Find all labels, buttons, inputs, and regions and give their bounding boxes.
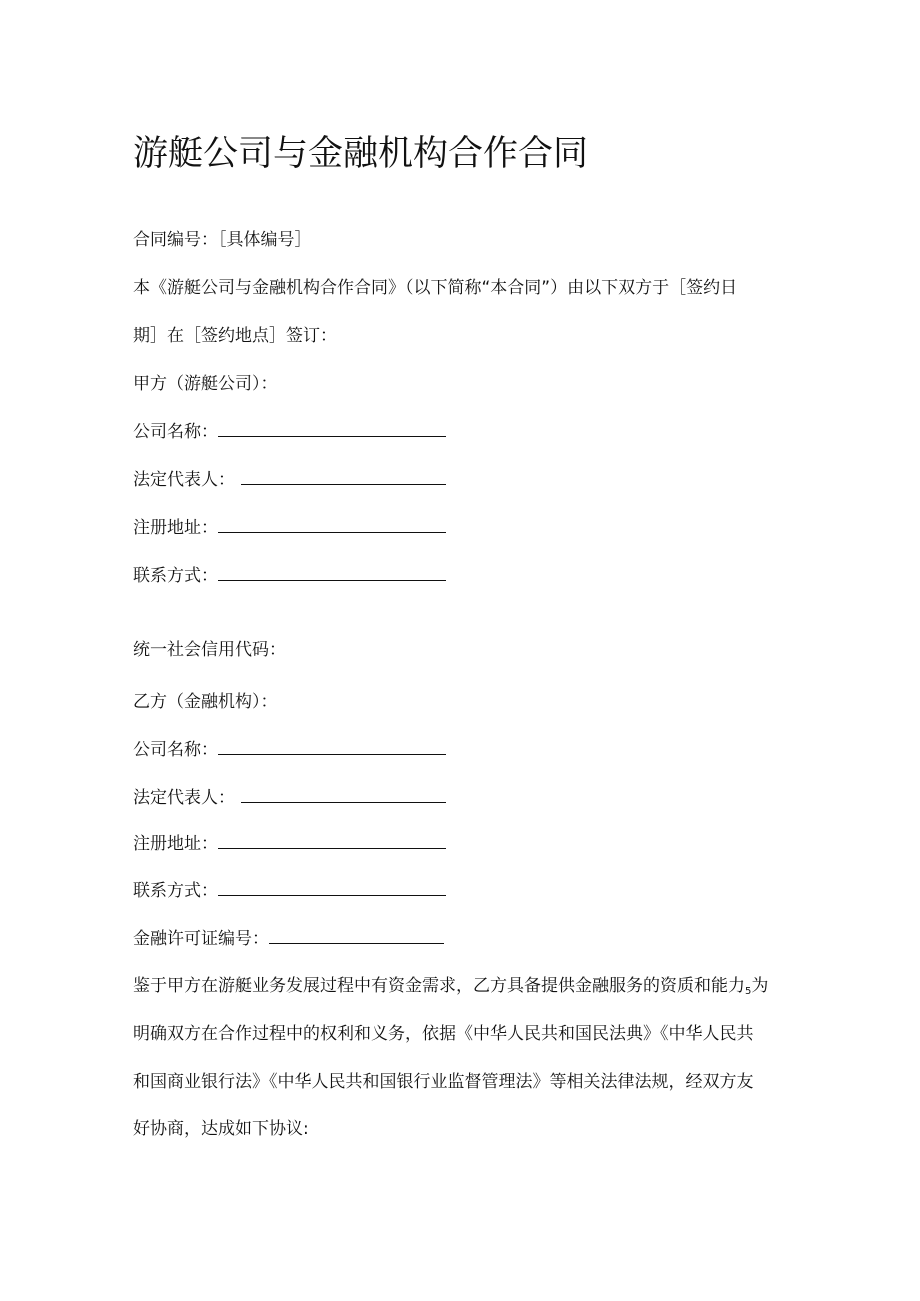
preamble-line-2: 明确双方在合作过程中的权利和义务，依据《中华人民共和国民法典》《中华人民共 xyxy=(133,1024,754,1044)
document-title: 游艇公司与金融机构合作合同 xyxy=(133,134,589,174)
field-label: 公司名称： xyxy=(133,422,218,442)
preamble-line-4: 好协商，达成如下协议: xyxy=(133,1119,309,1139)
intro-line-2: 期］在［签约地点］签订： xyxy=(133,326,337,346)
blank-line xyxy=(218,564,446,581)
blank-line xyxy=(218,420,446,437)
contract-number: 合同编号：［具体编号］ xyxy=(133,230,312,250)
field-label: 联系方式： xyxy=(133,881,218,901)
blank-line xyxy=(218,832,446,849)
blank-line xyxy=(218,516,446,533)
party-a-legal-rep-row xyxy=(133,468,446,492)
preamble-text: 为 xyxy=(751,976,769,996)
party-b-heading: 乙方（金融机构）： xyxy=(133,692,278,712)
blank-line xyxy=(241,468,446,485)
party-b-contact-row xyxy=(133,879,446,903)
field-label: 法定代表人： xyxy=(133,788,235,808)
preamble-line-3: 和国商业银行法》《中华人民共和国银行业监督管理法》等相关法律法规，经双方友 xyxy=(133,1072,754,1092)
party-a-address-row xyxy=(133,516,446,540)
party-a-credit-code: 统一社会信用代码： xyxy=(133,640,286,660)
intro-line-1: 本《游艇公司与金融机构合作合同》（以下简称“本合同”）由以下双方于［签约日 xyxy=(133,278,738,298)
party-b-address-row xyxy=(133,832,446,856)
party-b-legal-rep-row xyxy=(133,786,446,810)
preamble-text: 鉴于甲方在游艇业务发展过程中有资金需求，乙方具备提供金融服务的资质和能力 xyxy=(133,976,745,996)
blank-line xyxy=(269,927,444,944)
party-a-heading: 甲方（游艇公司）： xyxy=(133,374,278,394)
field-label: 公司名称： xyxy=(133,740,218,760)
party-a-contact-row xyxy=(133,564,446,588)
field-label: 法定代表人： xyxy=(133,470,235,490)
party-b-license-row xyxy=(133,927,444,951)
preamble-subscript: 5 xyxy=(745,986,752,997)
blank-line xyxy=(218,738,446,755)
field-label: 金融许可证编号： xyxy=(133,929,269,949)
field-label: 注册地址： xyxy=(133,834,218,854)
party-a-company-name-row xyxy=(133,420,446,444)
field-label: 注册地址： xyxy=(133,518,218,538)
field-label: 联系方式： xyxy=(133,566,218,586)
blank-line xyxy=(218,879,446,896)
party-b-company-name-row xyxy=(133,738,446,762)
blank-line xyxy=(241,786,446,803)
preamble-line-1 xyxy=(133,974,768,1004)
